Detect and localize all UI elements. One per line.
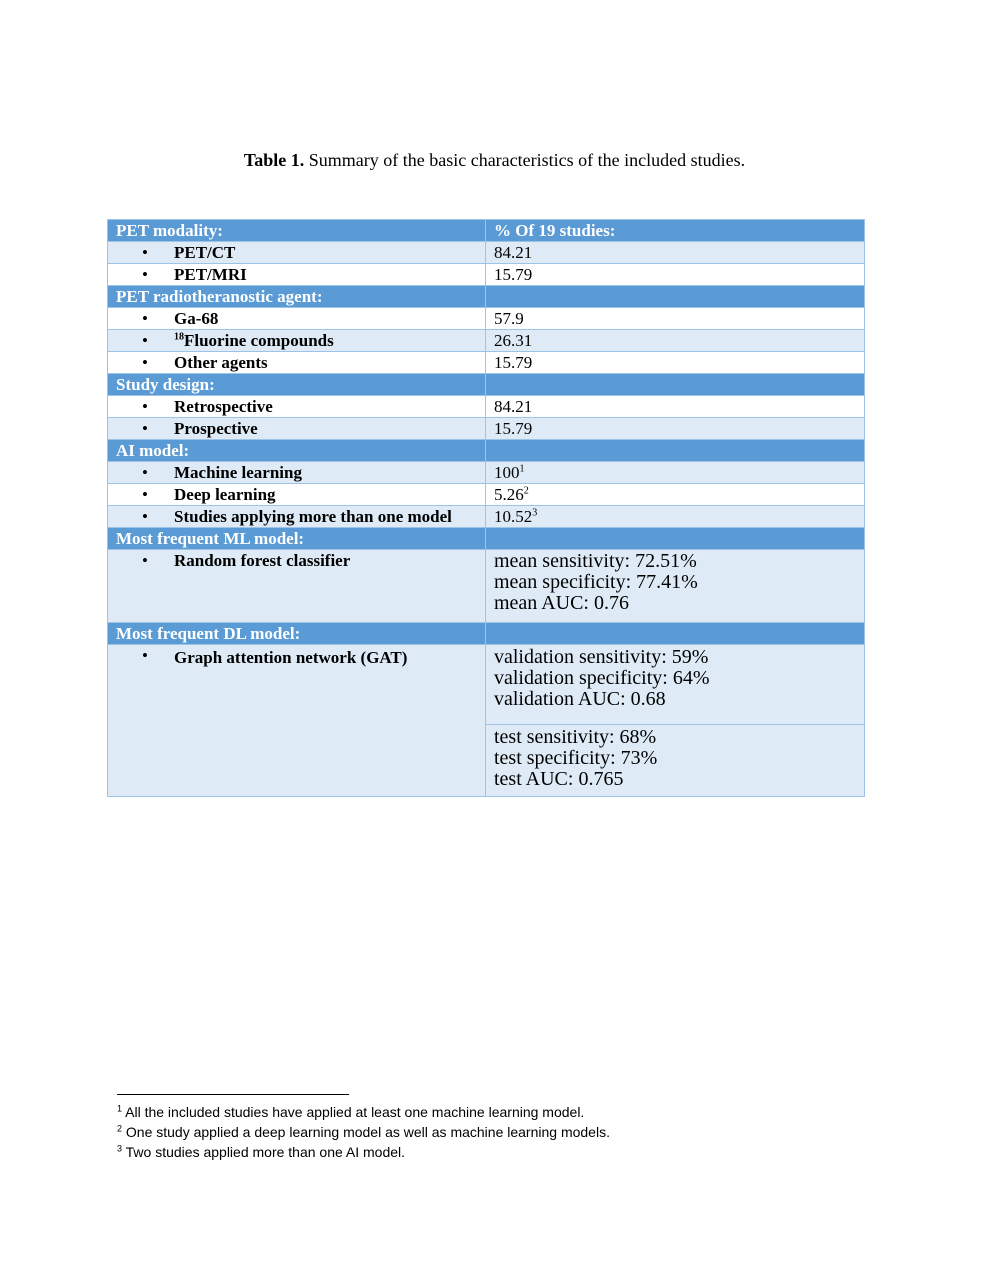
ml-stats-cell [486, 550, 865, 623]
column-header-percent: % Of 19 studies: [486, 220, 865, 242]
section-header: PET modality: [108, 220, 486, 242]
footnote-text: All the included studies have applied at least one machine learning model. [122, 1104, 585, 1120]
table-row [108, 484, 865, 506]
validation-stats-cell [486, 645, 865, 725]
stat-line: validation AUC: 0.68 [494, 688, 666, 710]
row-label: Deep learning [174, 485, 276, 504]
row-value: 84.21 [486, 242, 865, 264]
footnote-separator [117, 1094, 349, 1095]
section-header-value [486, 374, 865, 396]
footnote [117, 1122, 917, 1142]
row-label: Ga-68 [174, 309, 219, 328]
row-value: 5.26 [494, 485, 524, 504]
row-label: Prospective [174, 419, 258, 438]
section-header-row [108, 623, 865, 645]
stat-line: mean specificity: 77.41% [494, 571, 698, 593]
table-row [108, 242, 865, 264]
bullet: • [142, 353, 148, 372]
section-header-row [108, 286, 865, 308]
footnote-number: 2 [117, 1123, 123, 1134]
section-header: PET radiotheranostic agent: [108, 286, 486, 308]
footnote-text: One study applied a deep learning model as well as machine learning models. [122, 1124, 610, 1140]
row-label: PET/MRI [174, 265, 247, 284]
section-header: Most frequent ML model: [108, 528, 486, 550]
bullet: • [142, 419, 148, 438]
table-row [108, 506, 865, 528]
footnote-number: 3 [117, 1143, 123, 1154]
stat-line: validation sensitivity: 59% [494, 646, 709, 668]
section-header: Most frequent DL model: [108, 623, 486, 645]
stat-line: test AUC: 0.765 [494, 768, 624, 790]
table-row [108, 264, 865, 286]
stat-line: mean AUC: 0.76 [494, 592, 629, 614]
table-row [108, 418, 865, 440]
row-value: 15.79 [486, 418, 865, 440]
footnote-ref: 1 [519, 463, 525, 475]
row-label: Other agents [174, 353, 268, 372]
footnote [117, 1142, 917, 1162]
stat-line: test specificity: 73% [494, 747, 658, 769]
bullet: • [142, 485, 148, 504]
footnote [117, 1102, 917, 1122]
characteristics-table [107, 219, 865, 797]
row-value: 57.9 [486, 308, 865, 330]
row-label: Machine learning [174, 463, 302, 482]
table-row [108, 550, 865, 623]
table-caption [0, 150, 989, 171]
footnote-ref: 3 [532, 507, 538, 519]
table-row [108, 352, 865, 374]
bullet: • [142, 646, 148, 665]
row-label: Fluorine compounds [184, 331, 334, 350]
footnote-text: Two studies applied more than one AI model. [122, 1144, 406, 1160]
bullet: • [142, 265, 148, 284]
bullet: • [142, 463, 148, 482]
row-value: 15.79 [486, 352, 865, 374]
section-header-row [108, 528, 865, 550]
table-row [108, 308, 865, 330]
caption-text: Summary of the basic characteristics of the included studies. [304, 150, 746, 170]
section-header-row [108, 374, 865, 396]
row-label: PET/CT [174, 243, 236, 262]
section-header-row [108, 220, 865, 242]
row-value: 26.31 [486, 330, 865, 352]
test-stats-cell [486, 725, 865, 797]
bullet: • [142, 331, 148, 350]
section-header-value [486, 528, 865, 550]
footnotes [117, 1102, 917, 1162]
row-label: Random forest classifier [174, 551, 351, 570]
bullet: • [142, 243, 148, 262]
stat-line: mean sensitivity: 72.51% [494, 550, 697, 572]
section-header: Study design: [108, 374, 486, 396]
bullet: • [142, 309, 148, 328]
row-value: 100 [494, 463, 520, 482]
row-value: 84.21 [486, 396, 865, 418]
row-value: 10.52 [494, 507, 533, 526]
row-value: 15.79 [486, 264, 865, 286]
footnote-number: 1 [117, 1103, 123, 1114]
stat-line: test sensitivity: 68% [494, 726, 657, 748]
section-header-value [486, 623, 865, 645]
section-header-value [486, 440, 865, 462]
bullet: • [142, 551, 148, 570]
table-row [108, 462, 865, 484]
section-header-value [486, 286, 865, 308]
table-row [108, 645, 865, 725]
table-row [108, 330, 865, 352]
section-header-row [108, 440, 865, 462]
bullet: • [142, 397, 148, 416]
row-label: Graph attention network (GAT) [174, 648, 408, 667]
stat-line: validation specificity: 64% [494, 667, 710, 689]
footnote-ref: 2 [523, 485, 529, 497]
bullet: • [142, 507, 148, 526]
caption-label: Table 1. [243, 150, 305, 170]
row-label: Retrospective [174, 397, 273, 416]
section-header: AI model: [108, 440, 486, 462]
row-label: Studies applying more than one model [174, 507, 452, 526]
isotope-superscript: 18 [174, 331, 184, 343]
table-row [108, 396, 865, 418]
